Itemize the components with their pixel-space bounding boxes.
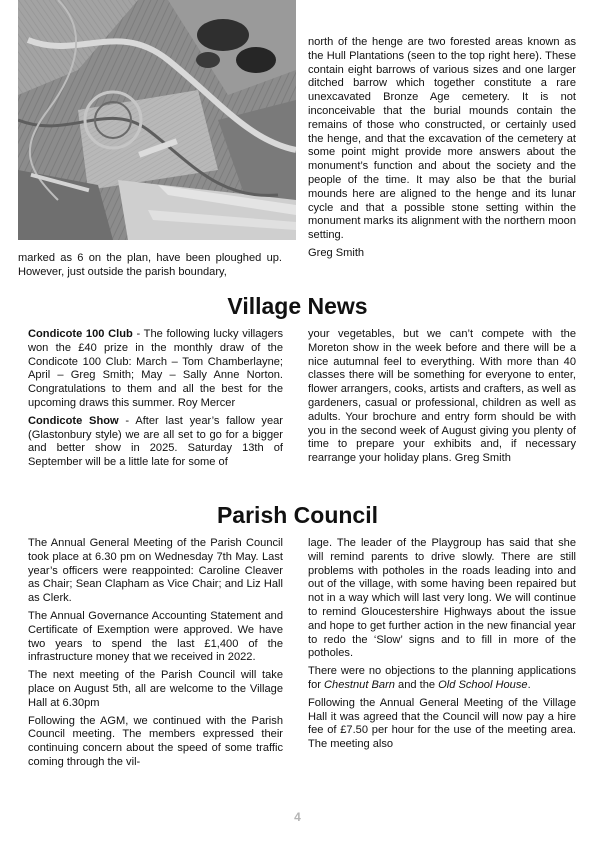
parish-accounts-paragraph: The Annual Governance Accounting Statement and Certificate of Exemption were approved. We have two years to spend the last £1,400 of the infrastructure money that we received in 2022. — [28, 609, 283, 664]
condicote-100-club-label: Condicote 100 Club — [28, 328, 133, 340]
planning-place-chestnut-barn: Chestnut Barn — [324, 678, 395, 691]
condicote-100-club-paragraph — [28, 328, 283, 411]
condicote-show-text: - After last year’s fallow year (Glastonbury style) we are all set to go for a bigger and better show in 2025. Saturday 13th of September will be a little late for some of — [28, 414, 283, 469]
aerial-photograph — [18, 0, 296, 240]
parish-potholes-paragraph: lage. The leader of the Playgroup has said that she will remind parents to drive slowly. There are still problems with potholes in the roads leading into and out of the village, with some having been repaired but not in a way which will last very long. We will continue to remind Gloucestershire Highways about the issue and hope to get further action in the new financial year to redo the ‘Slow’ signs and to fill in more of the potholes. — [308, 537, 576, 660]
condicote-show-paragraph — [28, 415, 283, 470]
parish-planning-paragraph — [308, 665, 576, 693]
parish-agm-paragraph: The Annual General Meeting of the Parish Council took place at 6.30 pm on Wednesday 7th May. Last year’s officers were reappointed: Caroline Cleaver as Chair; Sean Clapham as Vice Chair; and Liz Hall as Clerk. — [28, 537, 283, 605]
henge-article-signature: Greg Smith — [308, 246, 365, 259]
henge-article-left-text: marked as 6 on the plan, have been ploughed up. However, just outside the parish boundary, — [18, 252, 282, 278]
top-right-column — [308, 36, 576, 261]
parish-next-meeting-paragraph: The next meeting of the Parish Council will take place on August 5th, all are welcome to the Village Hall at 6.30pm — [28, 669, 283, 709]
planning-text-end: . — [527, 678, 531, 691]
parish-council-left-column — [28, 537, 283, 774]
parish-council-right-column — [308, 537, 576, 756]
top-left-column — [18, 252, 282, 284]
henge-article-right-text: north of the henge are two forested areas known as the Hull Plantations (seen to the top right here). These contain eight barrows of various sizes and one larger ditched barrow which together constitute a rare unexcavated Bronze Age cemetery. It is not inconceivable that the burial mounds contain the remains of those who constructed, or certainly used the henge, and that the excavation of the cemetery at some point might provide more answers about the monument’s function and about the society and the people of the time. It may also be that the burial mounds here are aligned to the henge and its lunar cycle and that a possible stone setting within the monument marks its alignment with the northern moon setting. — [308, 36, 576, 242]
planning-text-start: There were no objections to the planning applications for — [308, 665, 576, 691]
condicote-100-club-text: - The following lucky villagers won the £40 prize in the monthly draw of the Condicote 100 Club: March – Tom Chamberlayne; April – Greg Smith; May – Sally Anne Norton. Congratulations to them and all the best for the upcoming draws this summer. Roy Mercer — [28, 328, 283, 409]
planning-place-old-school-house: Old School House — [438, 678, 528, 691]
page-number: 4 — [294, 810, 301, 824]
aerial-landscape-image — [18, 0, 296, 240]
parish-council-heading: Parish Council — [216, 502, 379, 528]
village-news-left-column — [28, 328, 283, 474]
condicote-show-label: Condicote Show — [28, 414, 119, 427]
planning-text-and: and the — [394, 678, 439, 691]
village-news-right-column — [308, 328, 576, 470]
condicote-show-continued: your vegetables, but we can’t compete with the Moreton show in the week before and there will be a nice autumnal feel to everything. With more than 40 classes there will be something for everyone to enter, flower arrangers, cooks, artists and crafters, as well as gardeners, casual or professional, children as well as adults. Your brochure and entry form should be with you in the second week of August giving you plenty of time to prepare your exhibits and, if necessary rearrange your holiday plans. Greg Smith — [308, 328, 576, 465]
parish-hall-fee-paragraph: Following the Annual General Meeting of the Village Hall it was agreed that the Council will now pay a hire fee of £7.50 per hour for the use of the meeting area. The meeting also — [308, 696, 576, 751]
village-news-heading: Village News — [227, 293, 368, 319]
parish-traffic-paragraph: Following the AGM, we continued with the Parish Council meeting. The members expressed their continuing concern about the speed of some traffic coming through the vil- — [28, 714, 283, 768]
